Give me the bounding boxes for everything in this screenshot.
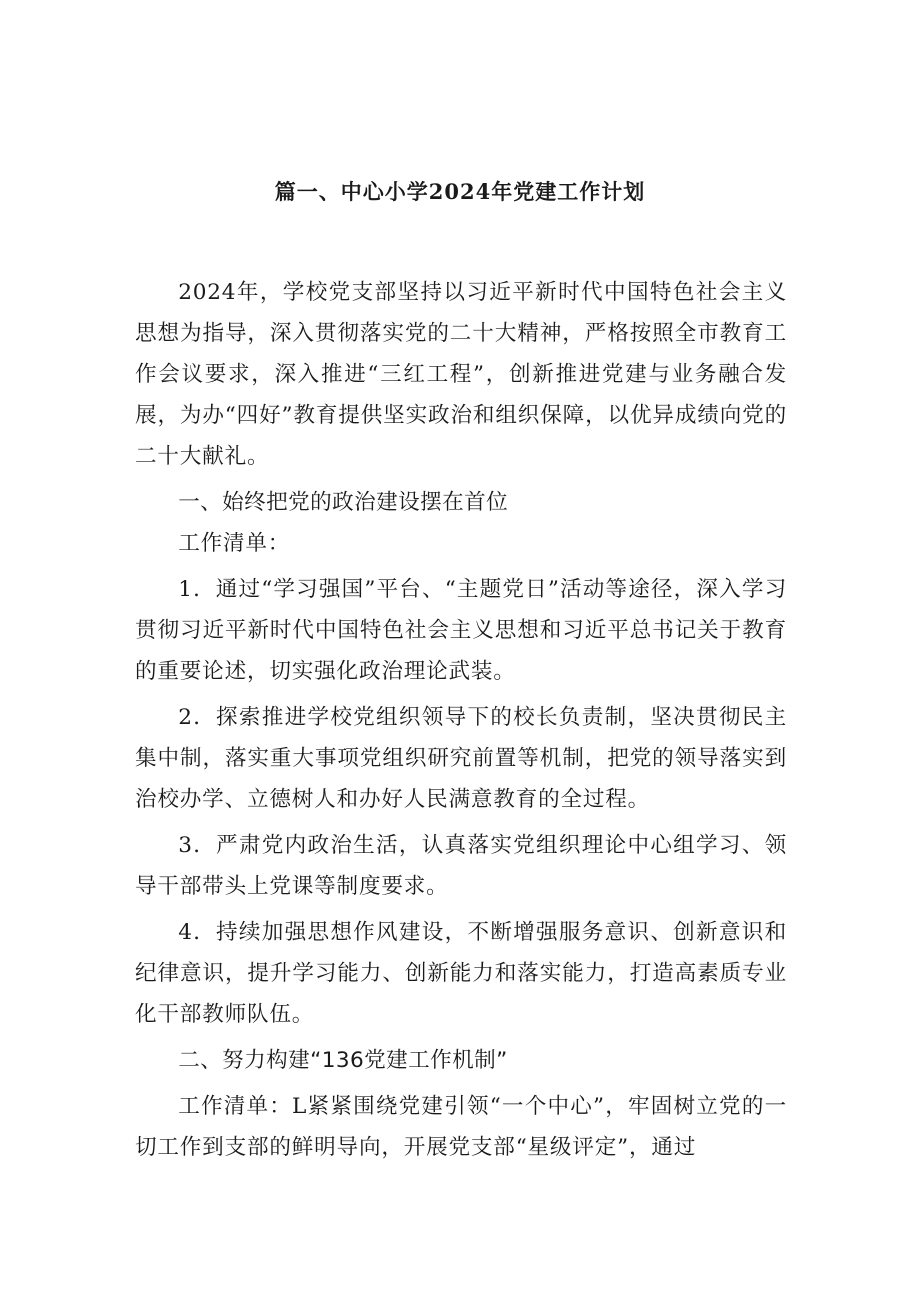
- work-list-paragraph-2: 工作清单：L紧紧围绕党建引领“一个中心”，牢固树立党的一切工作到支部的鲜明导向，开展党支部“星级评定”，通过: [135, 1094, 787, 1160]
- list-item-3: 3．严肃党内政治生活，认真落实党组织理论中心组学习、领导干部带头上党课等制度要求。: [135, 833, 787, 899]
- document-body: [135, 272, 787, 1168]
- list-item-1: 1．通过“学习强国”平台、“主题党日”活动等途径，深入学习贯彻习近平新时代中国特色社会主义思想和习近平总书记关于教育的重要论述，切实强化政治理论武装。: [135, 577, 787, 684]
- list-item-2: 2．探索推进学校党组织领导下的校长负责制，坚决贯彻民主集中制，落实重大事项党组织研究前置等机制，把党的领导落实到治校办学、立德树人和办好人民满意教育的全过程。: [135, 705, 787, 812]
- list-item-4: 4．持续加强思想作风建设，不断增强服务意识、创新意识和纪律意识，提升学习能力、创新能力和落实能力，打造高素质专业化干部教师队伍。: [135, 920, 787, 1027]
- section-heading-2: 二、努力构建“136党建工作机制”: [178, 1048, 508, 1073]
- intro-paragraph: 2024年，学校党支部坚持以习近平新时代中国特色社会主义思想为指导，深入贯彻落实党的二十大精神，严格按照全市教育工作会议要求，深入推进“三红工程”，创新推进党建与业务融合发展，为办“四好”教育提供坚实政治和组织保障，以优异成绩向党的二十大献礼。: [135, 280, 787, 469]
- work-list-label-1: 工作清单：: [178, 531, 291, 556]
- section-heading-1: 一、始终把党的政治建设摆在首位: [178, 490, 509, 515]
- document-title: 篇一、中心小学2024年党建工作计划: [274, 179, 646, 204]
